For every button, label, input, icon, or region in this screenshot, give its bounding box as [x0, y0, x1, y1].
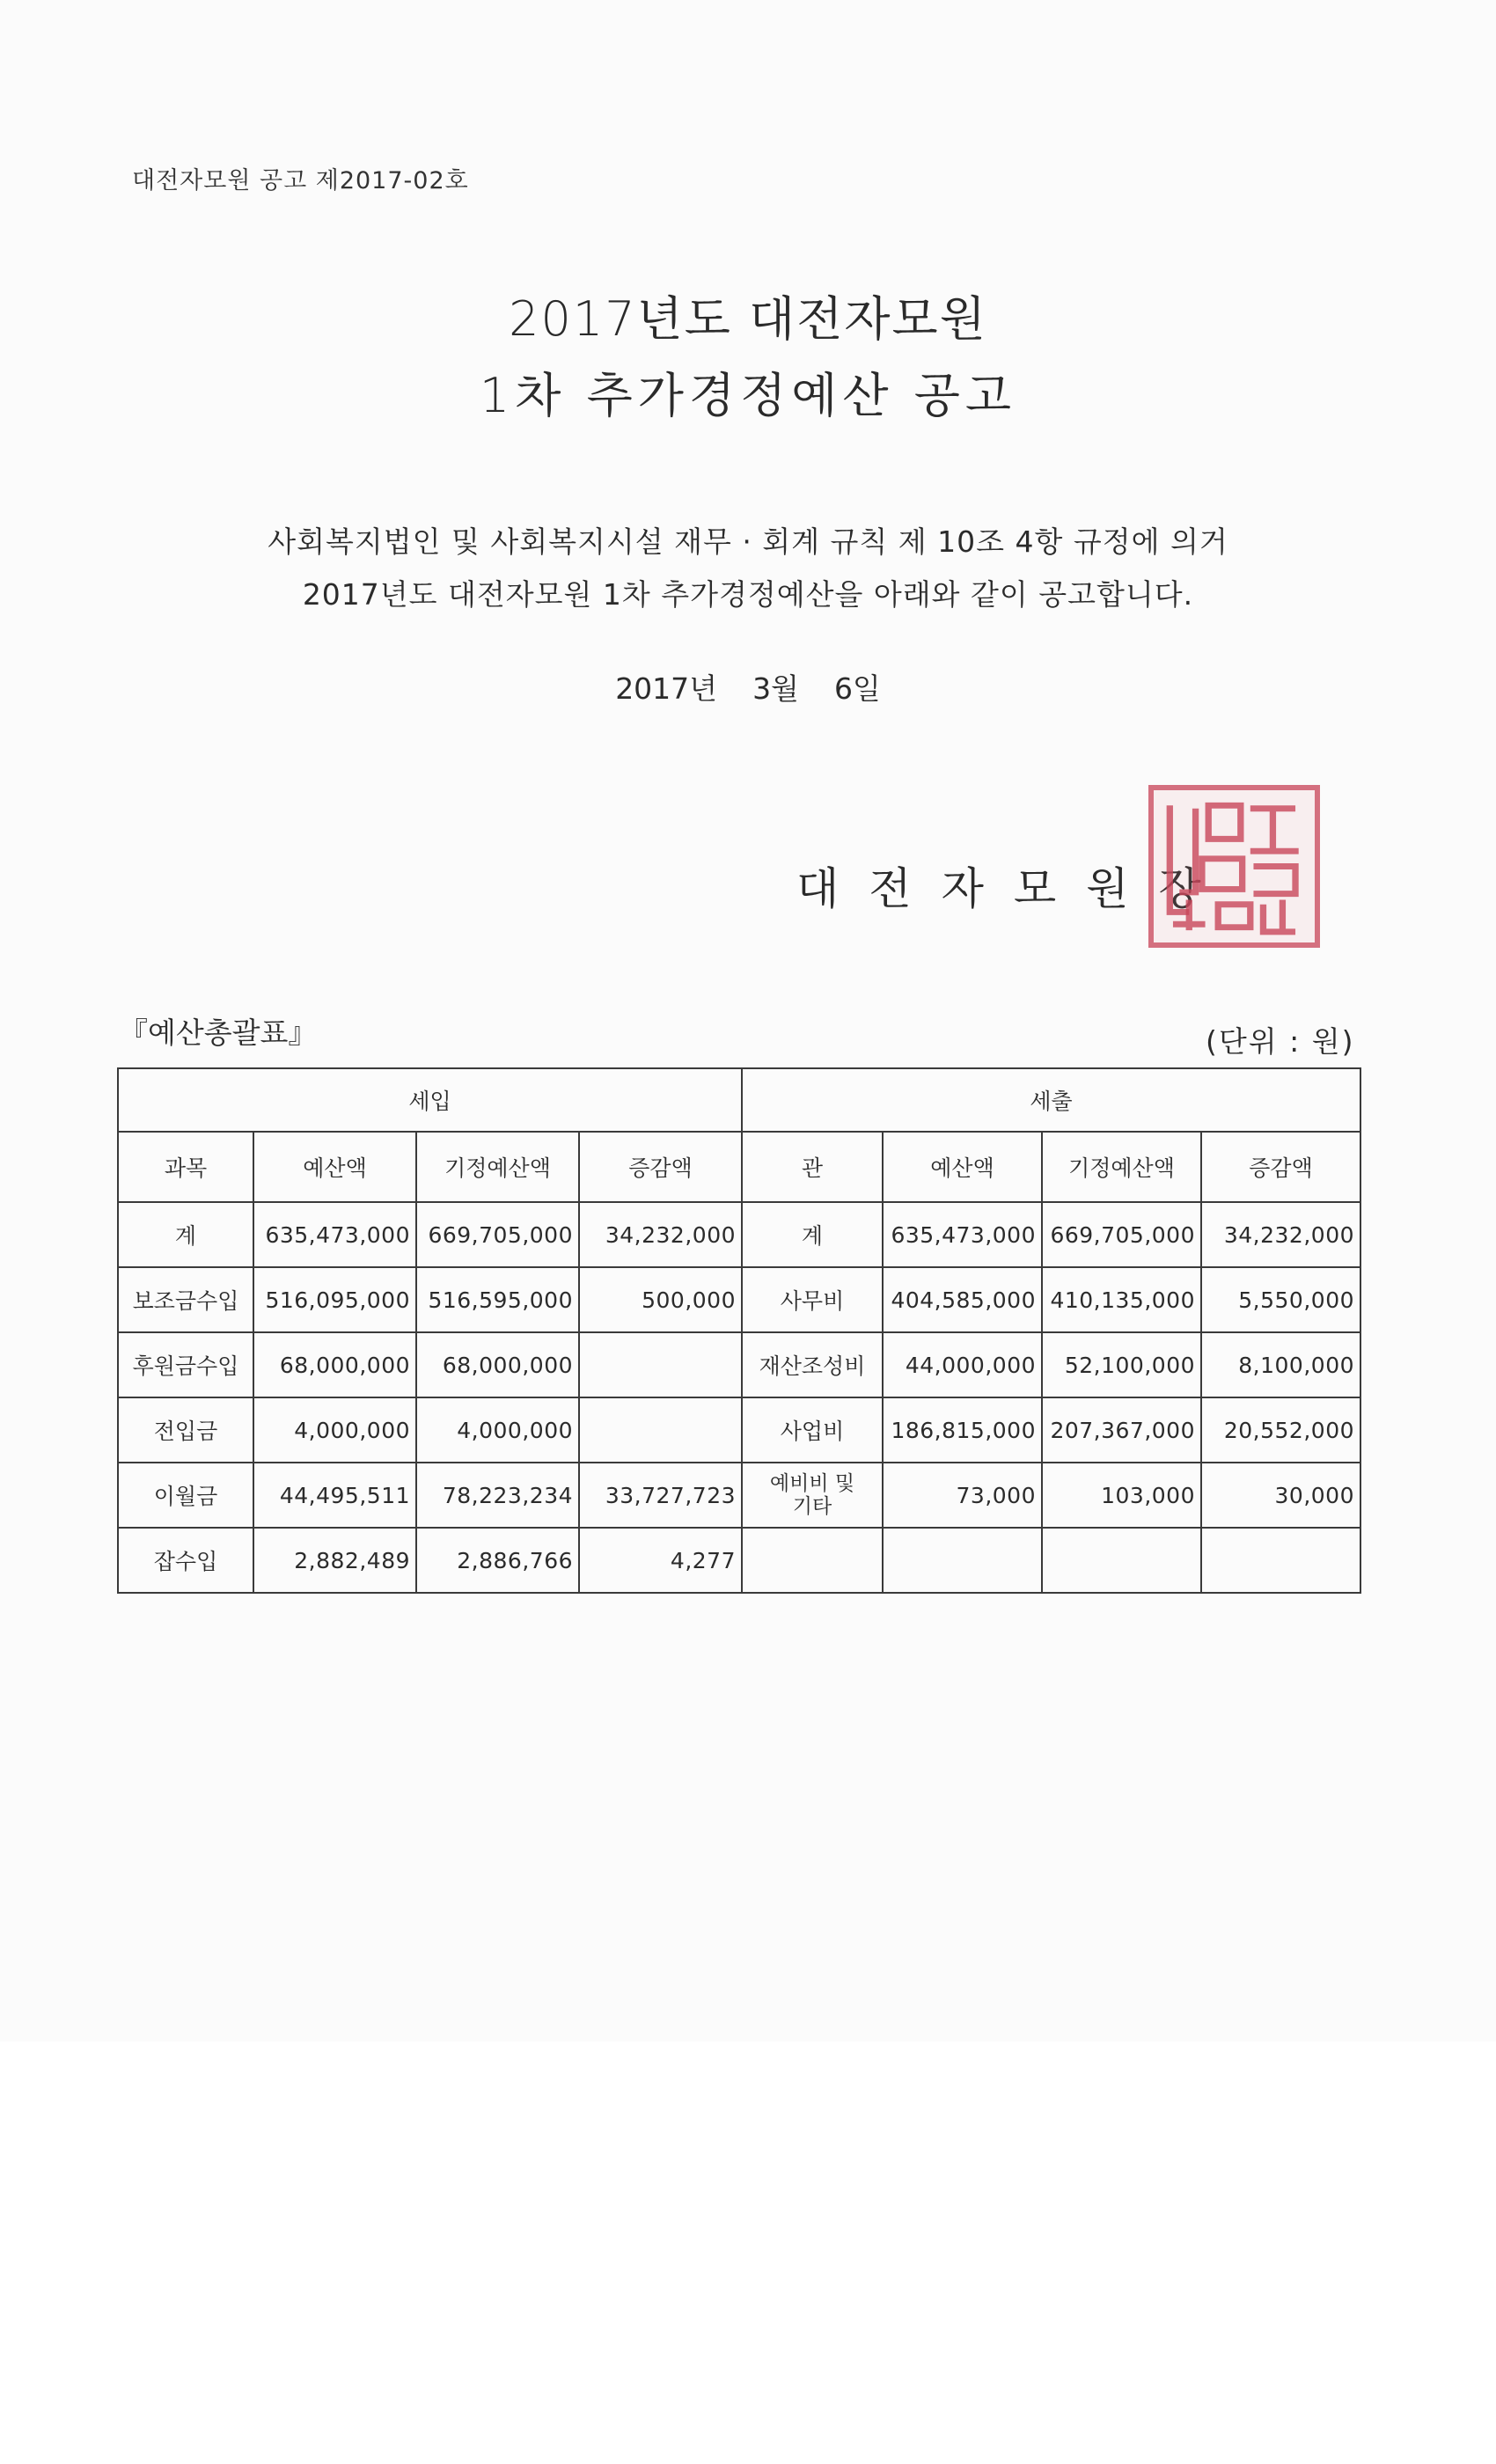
expense-change: 34,232,000: [1201, 1202, 1360, 1267]
expense-budget: 73,000: [883, 1463, 1042, 1528]
revenue-item: 후원금수입: [118, 1332, 253, 1397]
expense-item: 예비비 및 기타: [742, 1463, 883, 1528]
date-year: 2017년: [615, 671, 718, 706]
expense-prior-budget: 410,135,000: [1042, 1267, 1201, 1332]
table-row: [118, 1463, 1360, 1528]
column-header: 기정예산액: [1042, 1132, 1201, 1202]
expense-budget: 186,815,000: [883, 1397, 1042, 1463]
body-text-line2: 2017년도 대전자모원 1차 추가경정예산을 아래와 같이 공고합니다.: [302, 577, 1194, 612]
expense-header: 세출: [742, 1068, 1360, 1132]
expense-budget: [883, 1528, 1042, 1593]
expense-prior-budget: 207,367,000: [1042, 1397, 1201, 1463]
expense-item: 계: [742, 1202, 883, 1267]
revenue-change: 34,232,000: [579, 1202, 742, 1267]
revenue-budget: 516,095,000: [253, 1267, 416, 1332]
column-header: 기정예산액: [416, 1132, 579, 1202]
expense-item: [742, 1528, 883, 1593]
revenue-change: 500,000: [579, 1267, 742, 1332]
revenue-budget: 68,000,000: [253, 1332, 416, 1397]
table-group-header-row: [118, 1068, 1360, 1132]
budget-summary-table: [117, 1067, 1361, 1594]
column-header: 관: [742, 1132, 883, 1202]
column-header: 예산액: [883, 1132, 1042, 1202]
expense-change: 20,552,000: [1201, 1397, 1360, 1463]
revenue-item: 보조금수입: [118, 1267, 253, 1332]
official-seal-icon: [1148, 785, 1320, 948]
notice-date: [0, 666, 1496, 708]
table-row: [118, 1332, 1360, 1397]
expense-prior-budget: 52,100,000: [1042, 1332, 1201, 1397]
column-header: 과목: [118, 1132, 253, 1202]
section-title: 『예산총괄표』: [119, 1016, 318, 1050]
revenue-change: [579, 1332, 742, 1397]
revenue-change: [579, 1397, 742, 1463]
column-header: 증감액: [579, 1132, 742, 1202]
table-row: [118, 1528, 1360, 1593]
document-title-line2: 1차 추가경정예산 공고: [479, 368, 1017, 423]
table-row: [118, 1267, 1360, 1332]
revenue-budget: 2,882,489: [253, 1528, 416, 1593]
document-title-line1: 2017년도 대전자모원: [509, 291, 987, 347]
revenue-prior-budget: 516,595,000: [416, 1267, 579, 1332]
expense-prior-budget: 669,705,000: [1042, 1202, 1201, 1267]
revenue-prior-budget: 4,000,000: [416, 1397, 579, 1463]
expense-prior-budget: [1042, 1528, 1201, 1593]
expense-item: 재산조성비: [742, 1332, 883, 1397]
table-row: [118, 1202, 1360, 1267]
date-month: 3월: [752, 671, 799, 706]
revenue-prior-budget: 78,223,234: [416, 1463, 579, 1528]
revenue-prior-budget: 2,886,766: [416, 1528, 579, 1593]
revenue-change: 4,277: [579, 1528, 742, 1593]
expense-budget: 635,473,000: [883, 1202, 1042, 1267]
revenue-budget: 4,000,000: [253, 1397, 416, 1463]
revenue-item: 계: [118, 1202, 253, 1267]
expense-change: [1201, 1528, 1360, 1593]
expense-budget: 44,000,000: [883, 1332, 1042, 1397]
revenue-item: 전입금: [118, 1397, 253, 1463]
expense-budget: 404,585,000: [883, 1267, 1042, 1332]
table-row: [118, 1397, 1360, 1463]
date-day: 6일: [833, 671, 881, 706]
expense-change: 30,000: [1201, 1463, 1360, 1528]
expense-change: 5,550,000: [1201, 1267, 1360, 1332]
revenue-prior-budget: 669,705,000: [416, 1202, 579, 1267]
revenue-budget: 635,473,000: [253, 1202, 416, 1267]
expense-item: 사업비: [742, 1397, 883, 1463]
table-column-header-row: [118, 1132, 1360, 1202]
revenue-prior-budget: 68,000,000: [416, 1332, 579, 1397]
expense-prior-budget: 103,000: [1042, 1463, 1201, 1528]
organization-name: 대전자모원장: [796, 863, 1231, 914]
expense-item: 사무비: [742, 1267, 883, 1332]
body-text-line1: 사회복지법인 및 사회복지시설 재무 · 회계 규칙 제 10조 4항 규정에 의거: [268, 524, 1228, 559]
revenue-item: 이월금: [118, 1463, 253, 1528]
column-header: 증감액: [1201, 1132, 1360, 1202]
revenue-change: 33,727,723: [579, 1463, 742, 1528]
revenue-item: 잡수입: [118, 1528, 253, 1593]
column-header: 예산액: [253, 1132, 416, 1202]
unit-label: (단위 : 원): [1206, 1024, 1355, 1059]
revenue-header: 세입: [118, 1068, 742, 1132]
expense-change: 8,100,000: [1201, 1332, 1360, 1397]
revenue-budget: 44,495,511: [253, 1463, 416, 1528]
notice-number: 대전자모원 공고 제2017-02호: [132, 167, 469, 194]
